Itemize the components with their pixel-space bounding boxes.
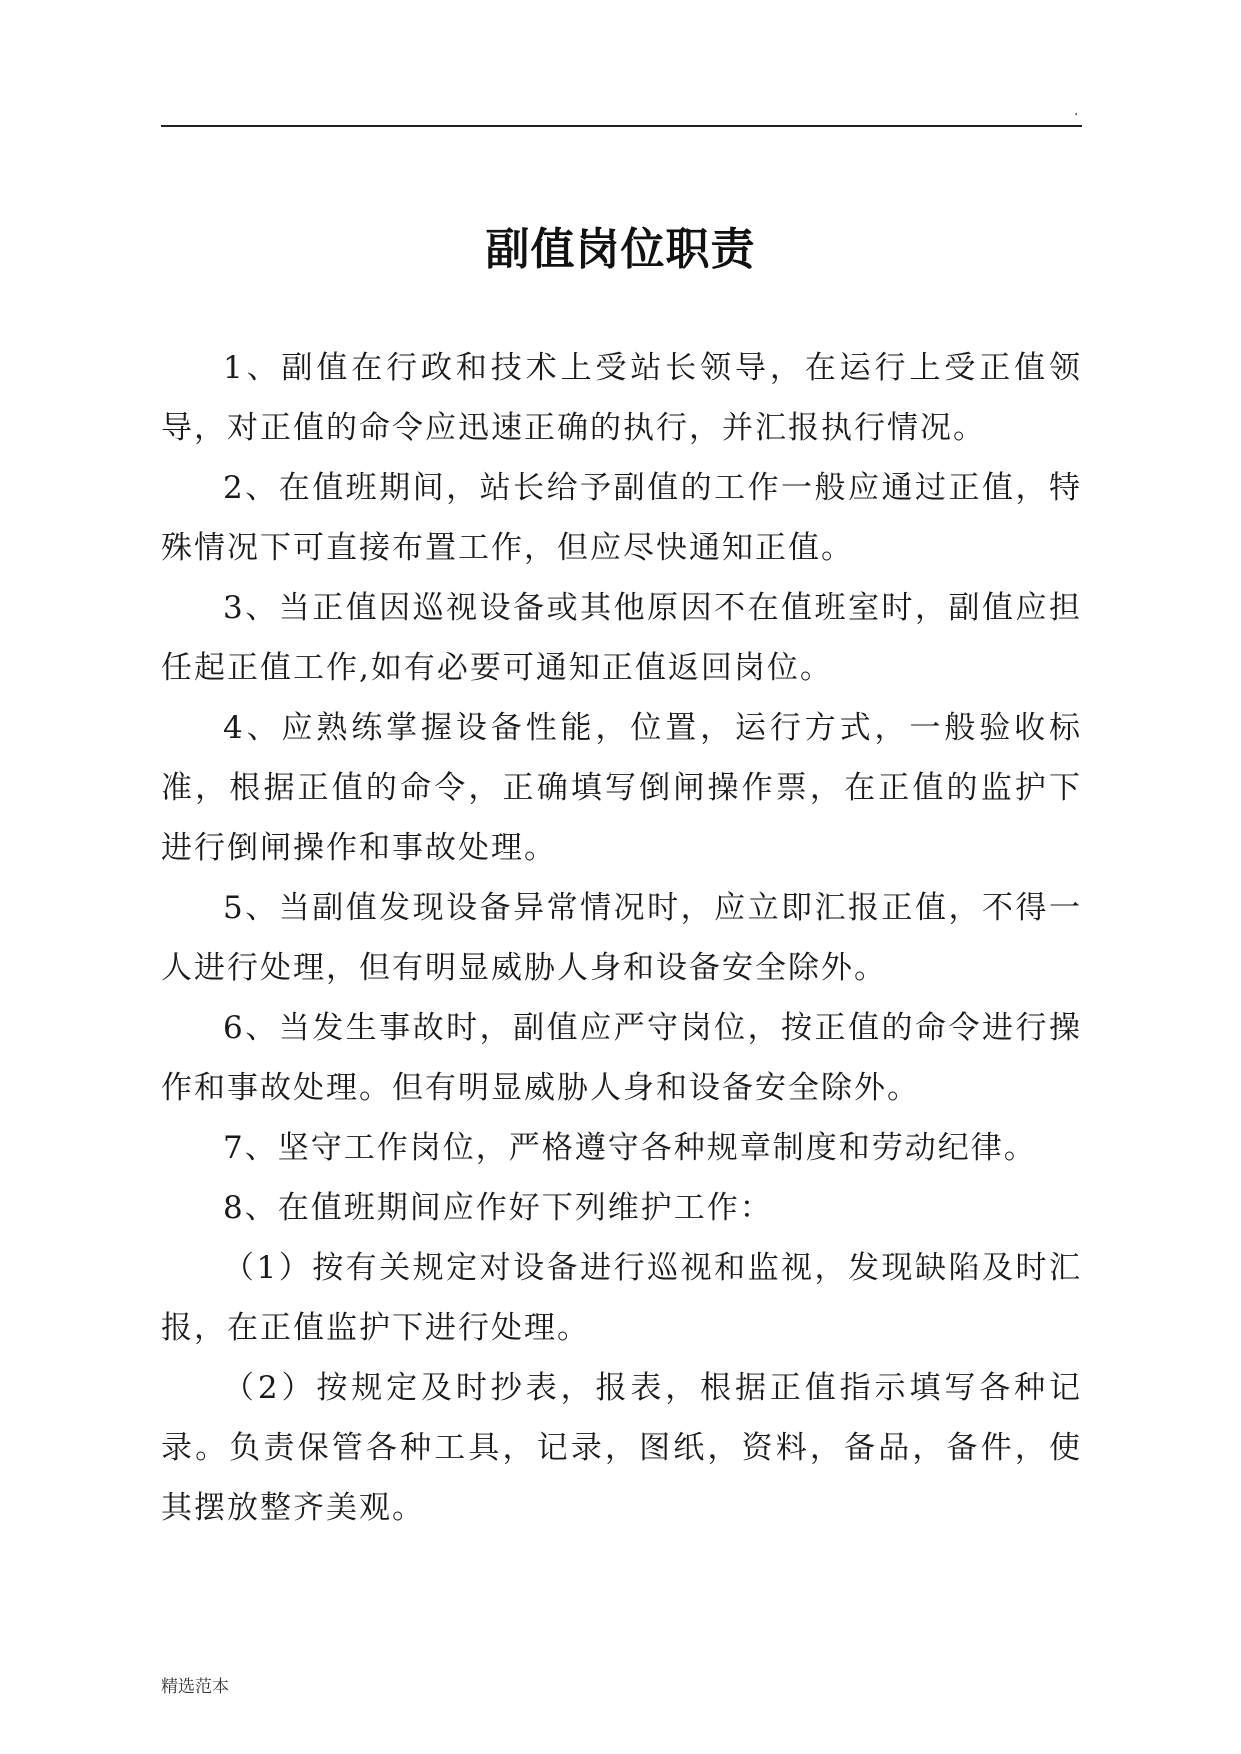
header-rule — [161, 125, 1082, 127]
header-mark: . — [1074, 103, 1079, 119]
duty-paragraph-2: 2、在值班期间，站长给予副值的工作一般应通过正值，特殊情况下可直接布置工作，但应尽快通知正值。 — [161, 470, 1082, 566]
duty-paragraph-3: 3、当正值因巡视设备或其他原因不在值班室时，副值应担任起正值工作,如有必要可通知正值返回岗位。 — [161, 590, 1082, 686]
duty-paragraph-1: 1、副值在行政和技术上受站长领导，在运行上受正值领导，对正值的命令应迅速正确的执行，并汇报执行情况。 — [161, 350, 1082, 446]
duty-paragraph-8: 8、在值班期间应作好下列维护工作： — [223, 1190, 773, 1226]
duty-paragraph-7: 7、坚守工作岗位，严格遵守各种规章制度和劳动纪律。 — [223, 1130, 1037, 1166]
duty-paragraph-4: 4、应熟练掌握设备性能，位置，运行方式，一般验收标准，根据正值的命令，正确填写倒闸操作票，在正值的监护下进行倒闸操作和事故处理。 — [161, 710, 1082, 866]
duty-paragraph-5: 5、当副值发现设备异常情况时，应立即汇报正值，不得一人进行处理，但有明显威胁人身和设备安全除外。 — [161, 890, 1082, 986]
duty-paragraph-6: 6、当发生事故时，副值应严守岗位，按正值的命令进行操作和事故处理。但有明显威胁人身和设备安全除外。 — [161, 1010, 1082, 1106]
document-title: 副值岗位职责 — [485, 224, 756, 275]
footer-label: 精选范本 — [161, 1677, 229, 1697]
document-body — [161, 338, 1082, 1538]
duty-subitem-2: （2）按规定及时抄表，报表，根据正值指示填写各种记录。负责保管各种工具，记录，图纸，资料，备品，备件，使其摆放整齐美观。 — [161, 1370, 1082, 1526]
duty-subitem-1: （1）按有关规定对设备进行巡视和监视，发现缺陷及时汇报，在正值监护下进行处理。 — [161, 1250, 1082, 1346]
